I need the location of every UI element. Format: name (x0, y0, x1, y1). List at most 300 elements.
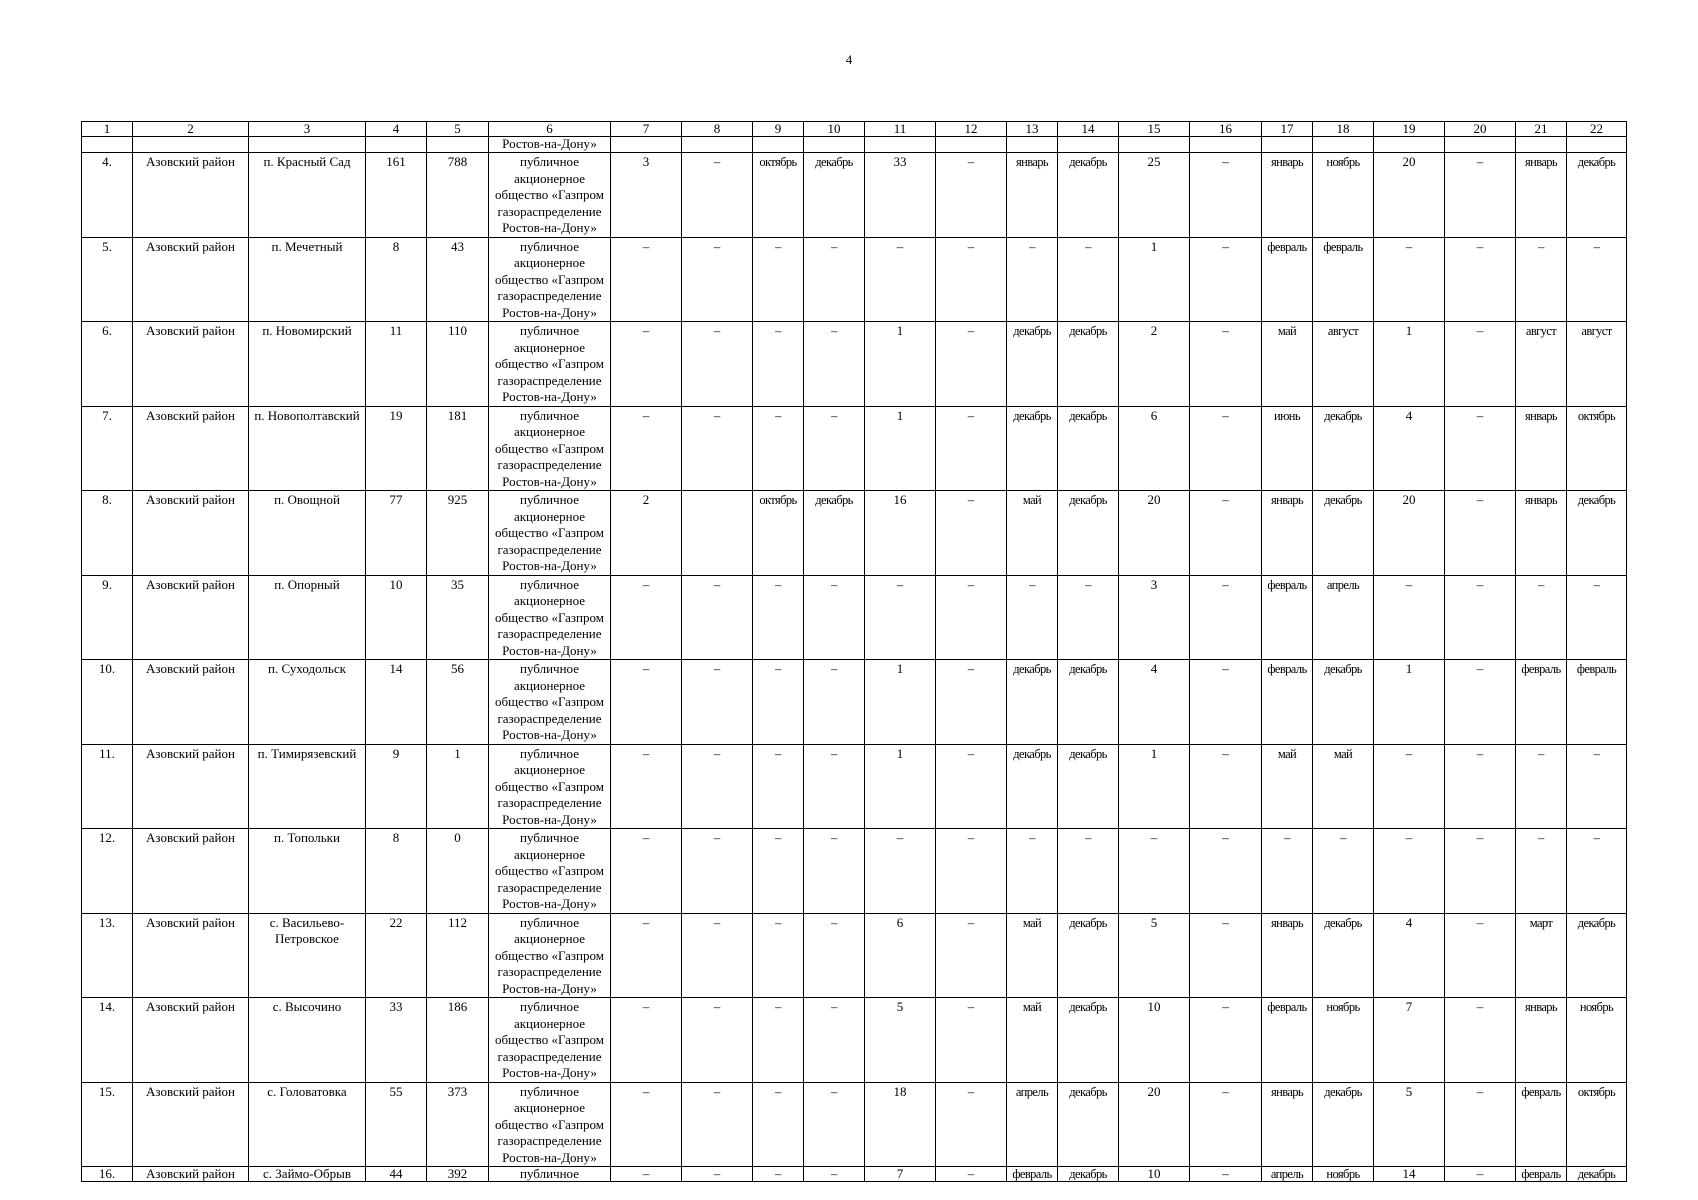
cell-col-20: – (1445, 575, 1516, 660)
cell-col-15: 10 (1119, 998, 1190, 1083)
cell-col-10: – (804, 998, 865, 1083)
table-row (82, 322, 1627, 407)
cell-col-11: 1 (865, 322, 936, 407)
cell-col-9: – (753, 1082, 804, 1167)
cell-col-19: 1 (1374, 660, 1445, 745)
cell-col-14: декабрь (1058, 322, 1119, 407)
cell-col-22: февраль (1567, 660, 1627, 745)
cell-col-5: 925 (427, 491, 489, 576)
cell-col-15: 1 (1119, 744, 1190, 829)
cell-col-21: февраль (1516, 1167, 1567, 1182)
column-number-18: 18 (1313, 122, 1374, 137)
table-row (82, 744, 1627, 829)
cell-col-1: 16. (82, 1167, 133, 1182)
cell-col-10: – (804, 829, 865, 914)
cell-col-3: п. Топольки (249, 829, 366, 914)
cell-col-6: публичное акционерное общество «Газпром газораспределение Ростов-на-Дону» (489, 237, 611, 322)
column-number-11: 11 (865, 122, 936, 137)
column-number-16: 16 (1190, 122, 1262, 137)
cell-col-16: – (1190, 660, 1262, 745)
cell-col-17: февраль (1262, 998, 1313, 1083)
cell-col-8: – (682, 406, 753, 491)
cell-col-8: – (682, 1167, 753, 1182)
cell-col-21: февраль (1516, 1082, 1567, 1167)
cell-col-21: – (1516, 829, 1567, 914)
cell-col-4: 77 (366, 491, 427, 576)
cell-col-11: 6 (865, 913, 936, 998)
cell-col-10: – (804, 660, 865, 745)
cell-col-9: – (753, 744, 804, 829)
cell-col-18: ноябрь (1313, 998, 1374, 1083)
column-number-1: 1 (82, 122, 133, 137)
cell-col-2: Азовский район (133, 1167, 249, 1182)
cell-col-15: 3 (1119, 575, 1190, 660)
cell-col-13: апрель (1007, 1082, 1058, 1167)
cell-col-17: май (1262, 744, 1313, 829)
cell-col-3: п. Тимирязевский (249, 744, 366, 829)
cell-col-16: – (1190, 1082, 1262, 1167)
cell-col-19: 14 (1374, 1167, 1445, 1182)
cell-col-8: – (682, 575, 753, 660)
cell-col-10: – (804, 237, 865, 322)
cell-col-13: февраль (1007, 1167, 1058, 1182)
cell-col-14: декабрь (1058, 406, 1119, 491)
empty-cell (1374, 137, 1445, 153)
cell-col-3: п. Опорный (249, 575, 366, 660)
cell-col-13: декабрь (1007, 660, 1058, 745)
cell-col-7: – (611, 406, 682, 491)
cell-col-15: 4 (1119, 660, 1190, 745)
cell-col-19: 4 (1374, 406, 1445, 491)
cell-col-6: публичное акционерное общество «Газпром газораспределение Ростов-на-Дону» (489, 744, 611, 829)
cell-col-1: 7. (82, 406, 133, 491)
cell-col-20: – (1445, 237, 1516, 322)
cell-col-10: – (804, 1082, 865, 1167)
cell-col-2: Азовский район (133, 998, 249, 1083)
cell-col-13: май (1007, 998, 1058, 1083)
cell-col-22: ноябрь (1567, 998, 1627, 1083)
cell-col-1: 8. (82, 491, 133, 576)
cell-col-4: 10 (366, 575, 427, 660)
cell-col-16: – (1190, 744, 1262, 829)
empty-cell (611, 137, 682, 153)
cell-col-9: – (753, 575, 804, 660)
cell-col-9: – (753, 237, 804, 322)
cell-col-18: декабрь (1313, 660, 1374, 745)
cell-col-12: – (936, 153, 1007, 238)
cell-col-11: 1 (865, 744, 936, 829)
cell-col-5: 788 (427, 153, 489, 238)
cell-col-15: 20 (1119, 491, 1190, 576)
cell-col-8 (682, 491, 753, 576)
cell-col-11: – (865, 829, 936, 914)
cell-col-5: 1 (427, 744, 489, 829)
cell-col-6: публичное акционерное общество «Газпром газораспределение Ростов-на-Дону» (489, 829, 611, 914)
cell-col-9: октябрь (753, 153, 804, 238)
cell-col-5: 56 (427, 660, 489, 745)
cell-col-16: – (1190, 406, 1262, 491)
cell-col-10: – (804, 406, 865, 491)
cell-col-17: – (1262, 829, 1313, 914)
cell-col-22: октябрь (1567, 1082, 1627, 1167)
cell-col-19: 20 (1374, 491, 1445, 576)
column-number-19: 19 (1374, 122, 1445, 137)
cell-col-5: 112 (427, 913, 489, 998)
cell-col-1: 14. (82, 998, 133, 1083)
cell-col-9: октябрь (753, 491, 804, 576)
table-row (82, 1082, 1627, 1167)
cell-col-14: декабрь (1058, 491, 1119, 576)
cell-col-1: 12. (82, 829, 133, 914)
cell-col-7: – (611, 660, 682, 745)
cell-col-11: 16 (865, 491, 936, 576)
cell-col-3: с. Головатовка (249, 1082, 366, 1167)
column-number-12: 12 (936, 122, 1007, 137)
cell-col-10: декабрь (804, 491, 865, 576)
cell-col-2: Азовский район (133, 660, 249, 745)
cell-col-20: – (1445, 913, 1516, 998)
cell-col-18: апрель (1313, 575, 1374, 660)
cell-col-9: – (753, 322, 804, 407)
cell-col-6: публичное акционерное общество «Газпром газораспределение Ростов-на-Дону» (489, 1082, 611, 1167)
cell-col-12: – (936, 913, 1007, 998)
cell-col-7: – (611, 237, 682, 322)
cell-col-8: – (682, 322, 753, 407)
cell-col-19: 7 (1374, 998, 1445, 1083)
cell-col-20: – (1445, 1082, 1516, 1167)
table-row (82, 1167, 1627, 1182)
cell-col-17: январь (1262, 491, 1313, 576)
cell-col-1: 13. (82, 913, 133, 998)
cell-col-4: 161 (366, 153, 427, 238)
empty-cell (366, 137, 427, 153)
cell-col-2: Азовский район (133, 237, 249, 322)
cell-col-18: ноябрь (1313, 153, 1374, 238)
cell-col-16: – (1190, 575, 1262, 660)
cell-col-6: публичное (489, 1167, 611, 1182)
cell-col-22: декабрь (1567, 491, 1627, 576)
cell-col-6: публичное акционерное общество «Газпром газораспределение Ростов-на-Дону» (489, 406, 611, 491)
cell-col-16: – (1190, 829, 1262, 914)
column-number-22: 22 (1567, 122, 1627, 137)
cell-col-20: – (1445, 998, 1516, 1083)
cell-col-14: декабрь (1058, 998, 1119, 1083)
table-row (82, 660, 1627, 745)
cell-col-19: 1 (1374, 322, 1445, 407)
continuation-row (82, 137, 1627, 153)
cell-col-12: – (936, 491, 1007, 576)
empty-cell (1516, 137, 1567, 153)
cell-col-12: – (936, 406, 1007, 491)
column-number-13: 13 (1007, 122, 1058, 137)
cell-col-14: – (1058, 575, 1119, 660)
cell-col-17: май (1262, 322, 1313, 407)
cell-col-3: с. Займо-Обрыв (249, 1167, 366, 1182)
column-number-21: 21 (1516, 122, 1567, 137)
cell-col-21: – (1516, 575, 1567, 660)
cell-col-9: – (753, 998, 804, 1083)
cell-col-8: – (682, 829, 753, 914)
column-number-5: 5 (427, 122, 489, 137)
cell-col-21: январь (1516, 491, 1567, 576)
cell-col-7: – (611, 913, 682, 998)
cell-col-20: – (1445, 153, 1516, 238)
table-row (82, 829, 1627, 914)
cell-col-9: – (753, 660, 804, 745)
cell-col-7: – (611, 829, 682, 914)
cell-col-14: декабрь (1058, 913, 1119, 998)
cell-col-2: Азовский район (133, 491, 249, 576)
cell-col-3: п. Новомирский (249, 322, 366, 407)
cell-col-10: декабрь (804, 153, 865, 238)
cell-col-15: – (1119, 829, 1190, 914)
cell-col-8: – (682, 153, 753, 238)
cell-col-9: – (753, 406, 804, 491)
cell-col-13: декабрь (1007, 744, 1058, 829)
cell-col-14: декабрь (1058, 744, 1119, 829)
cell-col-14: – (1058, 237, 1119, 322)
cell-col-13: – (1007, 829, 1058, 914)
cell-col-9: – (753, 1167, 804, 1182)
cell-col-22: – (1567, 237, 1627, 322)
cell-col-15: 20 (1119, 1082, 1190, 1167)
column-number-20: 20 (1445, 122, 1516, 137)
cell-col-14: декабрь (1058, 1082, 1119, 1167)
cell-col-4: 9 (366, 744, 427, 829)
cell-col-21: март (1516, 913, 1567, 998)
cell-col-4: 14 (366, 660, 427, 745)
cell-col-18: май (1313, 744, 1374, 829)
column-number-17: 17 (1262, 122, 1313, 137)
cell-col-18: декабрь (1313, 406, 1374, 491)
cell-col-22: декабрь (1567, 913, 1627, 998)
cell-col-5: 186 (427, 998, 489, 1083)
column-number-10: 10 (804, 122, 865, 137)
cell-col-3: с. Васильево-Петровское (249, 913, 366, 998)
cell-col-11: – (865, 237, 936, 322)
cell-col-20: – (1445, 322, 1516, 407)
cell-col-19: – (1374, 237, 1445, 322)
cell-col-17: январь (1262, 913, 1313, 998)
cell-col-13: – (1007, 575, 1058, 660)
cell-col-5: 35 (427, 575, 489, 660)
cell-col-17: январь (1262, 153, 1313, 238)
cell-col-12: – (936, 1082, 1007, 1167)
cell-col-15: 10 (1119, 1167, 1190, 1182)
cell-col-21: январь (1516, 406, 1567, 491)
cell-col-22: октябрь (1567, 406, 1627, 491)
cell-col-4: 33 (366, 998, 427, 1083)
empty-cell (1190, 137, 1262, 153)
empty-cell (82, 137, 133, 153)
cell-col-14: декабрь (1058, 660, 1119, 745)
cell-col-20: – (1445, 829, 1516, 914)
cell-col-19: 20 (1374, 153, 1445, 238)
cell-col-6: публичное акционерное общество «Газпром газораспределение Ростов-на-Дону» (489, 660, 611, 745)
cell-col-5: 43 (427, 237, 489, 322)
cell-col-8: – (682, 744, 753, 829)
cell-col-10: – (804, 575, 865, 660)
cell-col-20: – (1445, 491, 1516, 576)
cell-col-4: 19 (366, 406, 427, 491)
cell-col-13: – (1007, 237, 1058, 322)
cell-col-12: – (936, 744, 1007, 829)
cell-col-18: ноябрь (1313, 1167, 1374, 1182)
cell-col-22: – (1567, 829, 1627, 914)
cell-col-16: – (1190, 237, 1262, 322)
cell-col-19: – (1374, 744, 1445, 829)
empty-cell (1445, 137, 1516, 153)
empty-cell (1567, 137, 1627, 153)
cell-col-7: – (611, 322, 682, 407)
cell-col-8: – (682, 1082, 753, 1167)
cell-col-22: август (1567, 322, 1627, 407)
cell-col-3: п. Красный Сад (249, 153, 366, 238)
cell-col-1: 10. (82, 660, 133, 745)
column-number-row (82, 122, 1627, 137)
cell-col-11: – (865, 575, 936, 660)
cell-col-17: февраль (1262, 660, 1313, 745)
cell-col-6: публичное акционерное общество «Газпром газораспределение Ростов-на-Дону» (489, 913, 611, 998)
cell-col-19: 4 (1374, 913, 1445, 998)
cell-col-3: с. Высочино (249, 998, 366, 1083)
cell-col-1: 9. (82, 575, 133, 660)
cell-col-1: 15. (82, 1082, 133, 1167)
cell-col-11: 1 (865, 406, 936, 491)
cell-col-2: Азовский район (133, 575, 249, 660)
cell-col-17: июнь (1262, 406, 1313, 491)
cell-col-5: 392 (427, 1167, 489, 1182)
cell-col-7: – (611, 998, 682, 1083)
data-table (81, 121, 1627, 1182)
cell-col-16: – (1190, 491, 1262, 576)
cell-col-8: – (682, 237, 753, 322)
empty-cell (1262, 137, 1313, 153)
cell-col-3: п. Суходольск (249, 660, 366, 745)
cell-col-21: август (1516, 322, 1567, 407)
cell-col-15: 1 (1119, 237, 1190, 322)
cell-col-5: 373 (427, 1082, 489, 1167)
cell-col-16: – (1190, 998, 1262, 1083)
cell-col-7: – (611, 1082, 682, 1167)
cell-col-9: – (753, 913, 804, 998)
cell-col-4: 8 (366, 829, 427, 914)
cell-col-21: январь (1516, 998, 1567, 1083)
cell-col-7: – (611, 575, 682, 660)
cell-col-1: 5. (82, 237, 133, 322)
cell-col-18: декабрь (1313, 913, 1374, 998)
cell-col-7: 3 (611, 153, 682, 238)
cell-col-6: публичное акционерное общество «Газпром газораспределение Ростов-на-Дону» (489, 491, 611, 576)
empty-cell (936, 137, 1007, 153)
cell-col-18: февраль (1313, 237, 1374, 322)
cell-col-2: Азовский район (133, 322, 249, 407)
cell-col-11: 33 (865, 153, 936, 238)
cell-col-6: публичное акционерное общество «Газпром газораспределение Ростов-на-Дону» (489, 153, 611, 238)
cell-col-20: – (1445, 406, 1516, 491)
cell-col-7: – (611, 744, 682, 829)
cell-col-18: август (1313, 322, 1374, 407)
table-row (82, 406, 1627, 491)
cell-col-16: – (1190, 322, 1262, 407)
cell-col-13: май (1007, 491, 1058, 576)
cell-col-15: 2 (1119, 322, 1190, 407)
cell-col-9: – (753, 829, 804, 914)
table-row (82, 913, 1627, 998)
cell-col-16: – (1190, 153, 1262, 238)
column-number-14: 14 (1058, 122, 1119, 137)
cell-col-4: 11 (366, 322, 427, 407)
operator-cell: Ростов-на-Дону» (489, 137, 611, 153)
cell-col-13: декабрь (1007, 406, 1058, 491)
page-number: 4 (845, 52, 853, 67)
cell-col-3: п. Мечетный (249, 237, 366, 322)
cell-col-10: – (804, 322, 865, 407)
column-number-15: 15 (1119, 122, 1190, 137)
cell-col-5: 0 (427, 829, 489, 914)
table-row (82, 575, 1627, 660)
cell-col-12: – (936, 660, 1007, 745)
cell-col-6: публичное акционерное общество «Газпром газораспределение Ростов-на-Дону» (489, 998, 611, 1083)
cell-col-12: – (936, 237, 1007, 322)
cell-col-3: п. Овощной (249, 491, 366, 576)
cell-col-13: январь (1007, 153, 1058, 238)
empty-cell (804, 137, 865, 153)
cell-col-21: – (1516, 744, 1567, 829)
cell-col-2: Азовский район (133, 913, 249, 998)
cell-col-2: Азовский район (133, 829, 249, 914)
column-number-7: 7 (611, 122, 682, 137)
empty-cell (1007, 137, 1058, 153)
cell-col-14: – (1058, 829, 1119, 914)
cell-col-4: 8 (366, 237, 427, 322)
column-number-2: 2 (133, 122, 249, 137)
cell-col-12: – (936, 829, 1007, 914)
cell-col-19: 5 (1374, 1082, 1445, 1167)
empty-cell (682, 137, 753, 153)
empty-cell (753, 137, 804, 153)
cell-col-1: 6. (82, 322, 133, 407)
cell-col-12: – (936, 998, 1007, 1083)
cell-col-16: – (1190, 913, 1262, 998)
cell-col-21: – (1516, 237, 1567, 322)
cell-col-11: 7 (865, 1167, 936, 1182)
empty-cell (249, 137, 366, 153)
column-number-6: 6 (489, 122, 611, 137)
cell-col-13: май (1007, 913, 1058, 998)
cell-col-12: – (936, 322, 1007, 407)
cell-col-10: – (804, 1167, 865, 1182)
cell-col-21: февраль (1516, 660, 1567, 745)
cell-col-1: 4. (82, 153, 133, 238)
cell-col-7: – (611, 1167, 682, 1182)
cell-col-1: 11. (82, 744, 133, 829)
cell-col-3: п. Новополтавский (249, 406, 366, 491)
cell-col-17: апрель (1262, 1167, 1313, 1182)
table-row (82, 491, 1627, 576)
cell-col-2: Азовский район (133, 153, 249, 238)
cell-col-5: 181 (427, 406, 489, 491)
cell-col-18: – (1313, 829, 1374, 914)
cell-col-20: – (1445, 660, 1516, 745)
cell-col-6: публичное акционерное общество «Газпром газораспределение Ростов-на-Дону» (489, 322, 611, 407)
cell-col-10: – (804, 913, 865, 998)
cell-col-22: – (1567, 744, 1627, 829)
empty-cell (133, 137, 249, 153)
table-row (82, 153, 1627, 238)
cell-col-17: январь (1262, 1082, 1313, 1167)
cell-col-18: декабрь (1313, 491, 1374, 576)
